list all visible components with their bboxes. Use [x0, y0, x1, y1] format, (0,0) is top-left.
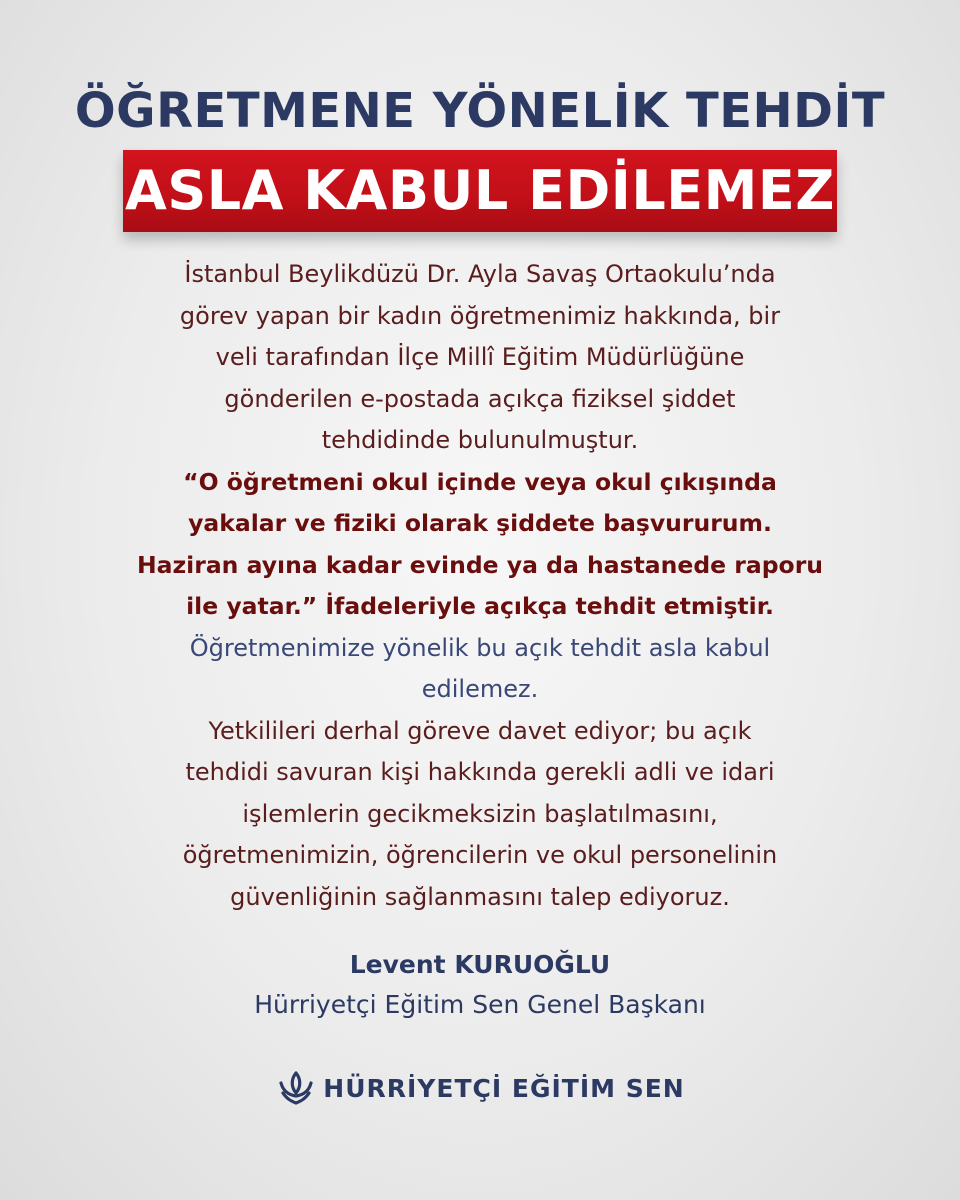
- statement-line: Öğretmenimize yönelik bu açık tehdit asla kabul: [189, 633, 771, 662]
- demand-line: tehdidi savuran kişi hakkında gerekli adli ve idari: [185, 758, 775, 786]
- statement-body: [100, 254, 860, 918]
- quote-line: yakalar ve fiziki olarak şiddete başvururum.: [188, 509, 772, 537]
- demand-line: güvenliğinin sağlanmasını talep ediyoruz.: [230, 882, 730, 911]
- lotus-emblem-icon: [275, 1067, 317, 1109]
- headline: ÖĞRETMENE YÖNELİK TEHDİT: [74, 83, 886, 139]
- quote-line: Haziran ayına kadar evinde ya da hastanede raporu: [136, 550, 824, 579]
- signatory-title: Hürriyetçi Eğitim Sen Genel Başkanı: [254, 990, 706, 1019]
- banner-text: ASLA KABUL EDİLEMEZ: [125, 159, 835, 222]
- demand-line: işlemlerin gecikmeksizin başlatılmasını,: [242, 799, 718, 828]
- demand-line: öğretmenimizin, öğrencilerin ve okul personelinin: [182, 841, 778, 869]
- intro-line: görev yapan bir kadın öğretmenimiz hakkında, bir: [179, 301, 781, 330]
- quote-line: “O öğretmeni okul içinde veya okul çıkışında: [183, 467, 777, 496]
- intro-line: İstanbul Beylikdüzü Dr. Ayla Savaş Ortaokulu’nda: [184, 260, 776, 288]
- quote-line: ile yatar.” İfadeleriyle açıkça tehdit etmiştir.: [186, 592, 774, 620]
- intro-line: veli tarafından İlçe Millî Eğitim Müdürlüğüne: [215, 343, 745, 371]
- intro-line: gönderilen e-postada açıkça fiziksel şiddet: [224, 384, 736, 413]
- signatory-name: Levent KURUOĞLU: [349, 950, 611, 979]
- demand-line: Yetkilileri derhal göreve davet ediyor; bu açık: [208, 716, 752, 745]
- logo-text: HÜRRİYETÇİ EĞİTİM SEN: [323, 1073, 685, 1103]
- organization-logo: [0, 1066, 960, 1110]
- signature-block: [0, 946, 960, 1026]
- intro-line: tehdidinde bulunulmuştur.: [321, 426, 639, 454]
- red-banner: [123, 150, 837, 232]
- statement-line: edilemez.: [421, 675, 539, 703]
